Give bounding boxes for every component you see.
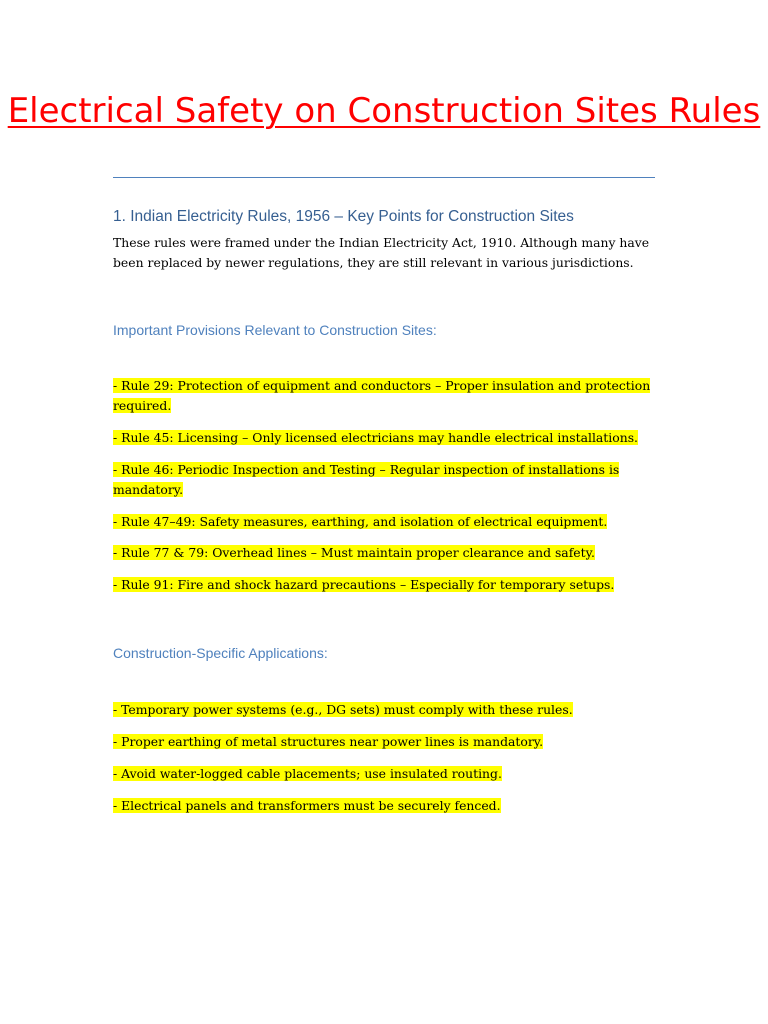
highlighted-text: - Proper earthing of metal structures near power lines is mandatory.	[113, 734, 544, 749]
highlighted-text: - Electrical panels and transformers must be securely fenced.	[113, 798, 501, 813]
highlighted-text: - Avoid water-logged cable placements; use insulated routing.	[113, 766, 502, 781]
intro-paragraph: These rules were framed under the Indian Electricity Act, 1910. Although many have been replaced by newer regulations, they are still relevant in various jurisdictions.	[113, 235, 650, 270]
provision-item	[113, 512, 658, 532]
highlighted-text: - Rule 47–49: Safety measures, earthing, and isolation of electrical equipment.	[113, 514, 608, 529]
highlighted-text: - Rule 91: Fire and shock hazard precautions – Especially for temporary setups.	[113, 577, 615, 592]
document-title: Electrical Safety on Construction Sites Rules	[7, 91, 761, 131]
highlighted-text: - Rule 77 & 79: Overhead lines – Must maintain proper clearance and safety.	[113, 545, 595, 560]
provision-item	[113, 428, 658, 448]
highlighted-text: - Rule 45: Licensing – Only licensed electricians may handle electrical installations.	[113, 430, 638, 445]
application-item	[113, 796, 658, 816]
provision-item	[113, 460, 658, 500]
highlighted-text: - Rule 46: Periodic Inspection and Testing – Regular inspection of installations is mandatory.	[113, 462, 620, 497]
provision-item	[113, 575, 658, 595]
application-item	[113, 764, 658, 784]
provision-item	[113, 543, 658, 563]
application-item	[113, 700, 658, 720]
applications-heading: Construction-Specific Applications:	[113, 645, 328, 661]
title-divider	[113, 177, 655, 178]
highlighted-text: - Rule 29: Protection of equipment and conductors – Proper insulation and protection required.	[113, 378, 651, 413]
application-item	[113, 732, 658, 752]
section-heading: 1. Indian Electricity Rules, 1956 – Key Points for Construction Sites	[113, 208, 574, 225]
highlighted-text: - Temporary power systems (e.g., DG sets) must comply with these rules.	[113, 702, 573, 717]
provisions-heading: Important Provisions Relevant to Construction Sites:	[113, 322, 437, 338]
provision-item	[113, 376, 658, 416]
